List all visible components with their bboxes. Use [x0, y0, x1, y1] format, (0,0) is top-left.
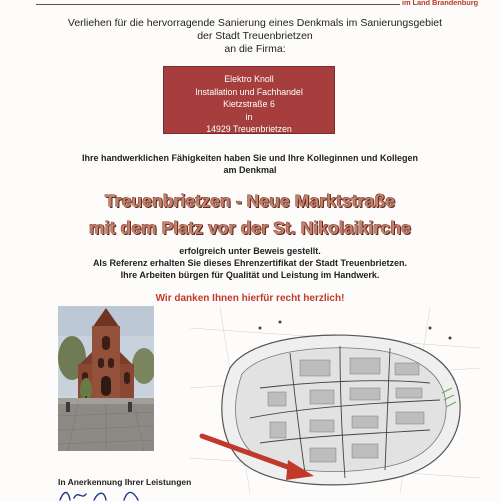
reference-line-3: Ihre Arbeiten bürgen für Qualität und Leistung im Handwerk.	[120, 270, 380, 280]
intro-line-2: der Stadt Treuenbrietzen	[197, 30, 313, 42]
reference-line-1: erfolgreich unter Beweis gestellt.	[179, 246, 321, 256]
skills-line-1: Ihre handwerklichen Fähigkeiten haben Sie und Ihre Kolleginnen und Kollegen	[81, 153, 419, 163]
project-line-2: mit dem Platz vor der St. Nikolaikirche	[89, 218, 411, 238]
firm-street: Kietzstraße 6	[223, 99, 275, 109]
intro-text	[20, 17, 490, 56]
acknowledgement-line: In Anerkennung Ihrer Leistungen	[58, 477, 192, 487]
skills-line-2: am Denkmal	[223, 165, 277, 175]
firm-in: in	[245, 111, 253, 122]
intro-line-3: an die Firma:	[224, 43, 286, 55]
church-photo	[58, 306, 154, 451]
header-badge: im Land Brandenburg	[401, 0, 478, 7]
project-line-1: Treuenbrietzen - Neue Marktstraße	[104, 191, 396, 211]
reference-line-2: Als Referenz erhalten Sie dieses Ehrenzertifikat der Stadt Treuenbrietzen.	[92, 258, 408, 268]
project-title	[30, 188, 470, 242]
pointer-arrow-icon	[198, 432, 318, 482]
skills-text	[40, 152, 460, 176]
firm-type: Installation und Fachhandel	[195, 86, 303, 97]
intro-line-1: Verliehen für die hervorragende Sanierung eines Denkmals im Sanierungsgebiet	[67, 17, 443, 29]
thanks-line: Wir danken Ihnen hierfür recht herzlich!	[155, 293, 345, 304]
reference-text	[40, 245, 460, 281]
firm-box	[163, 66, 335, 134]
firm-city: 14929 Treuenbrietzen	[206, 124, 292, 134]
firm-name: Elektro Knoll	[224, 74, 274, 84]
top-rule	[36, 4, 400, 5]
